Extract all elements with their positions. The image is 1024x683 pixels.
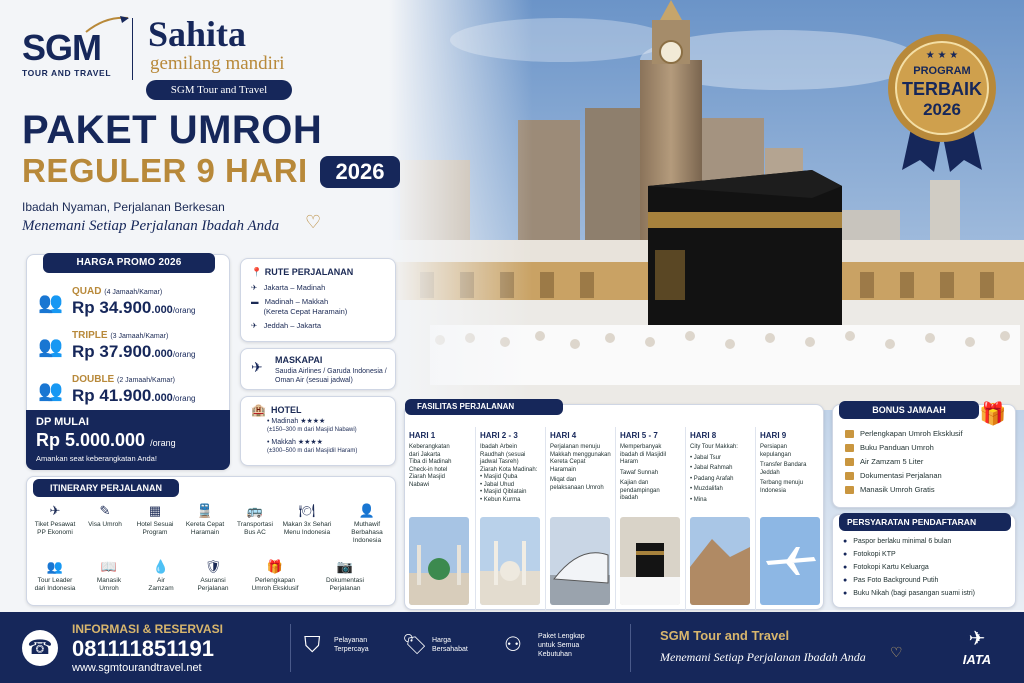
hotel-card bbox=[240, 396, 396, 466]
day-col-5 bbox=[685, 427, 755, 617]
bonus-card bbox=[832, 401, 1016, 508]
itin-label: Muthawif Berbahasa Indonesia bbox=[351, 521, 383, 544]
price-name: QUAD (4 Jamaah/Kamar) bbox=[72, 286, 163, 297]
syarat-list bbox=[843, 535, 975, 600]
itin-kit bbox=[247, 559, 303, 593]
itin-docs bbox=[317, 559, 373, 593]
plane-icon: ✈ bbox=[251, 321, 258, 330]
check-icon: ● bbox=[843, 551, 848, 558]
hero-subtitle: REGULER 9 HARI bbox=[22, 152, 308, 189]
heart-icon: ♡ bbox=[890, 644, 903, 660]
plane-icon: ✈ bbox=[251, 359, 263, 375]
rute-list bbox=[251, 283, 347, 331]
footer-script: Menemani Setiap Perjalanan Ibadah Anda bbox=[660, 650, 866, 664]
itin-label: Perlengkapan Umroh Eksklusif bbox=[251, 577, 299, 592]
globe-icon: ✈ bbox=[968, 628, 986, 650]
itinerary-title: ITINERARY PERJALANAN bbox=[33, 479, 179, 497]
price-row-quad bbox=[38, 286, 218, 326]
dp-box bbox=[26, 410, 230, 470]
maskapai-text: Saudia Airlines / Garuda Indonesia / Oman Air (sesuai jadwal) bbox=[275, 368, 387, 384]
rute-title: 📍 RUTE PERJALANAN bbox=[251, 267, 354, 277]
hotel-madinah-distance: (±150–300 m dari Masjid Nabawi) bbox=[267, 427, 357, 433]
bonus-item: Buku Panduan Umroh bbox=[845, 441, 963, 455]
people-icon: 👥 bbox=[38, 292, 63, 314]
itin-label: Manasik Umroh bbox=[96, 577, 122, 592]
bus-icon: ▬ bbox=[251, 297, 259, 306]
bonus-item: Dokumentasi Perjalanan bbox=[845, 469, 963, 483]
fasilitas-card bbox=[404, 404, 824, 610]
itin-visa bbox=[77, 503, 133, 529]
maskapai-title: MASKAPAI bbox=[275, 355, 323, 365]
itin-label: Tiket Pesawat PP Ekonomi bbox=[34, 521, 76, 536]
kaaba-small-photo bbox=[620, 517, 680, 605]
plane-icon: ✈ bbox=[251, 283, 258, 292]
hotel-text bbox=[267, 417, 357, 456]
hotel-madinah: • Madinah ★★★★ bbox=[267, 418, 326, 425]
phone-icon: ☎ bbox=[22, 630, 58, 666]
stars-icon: ★ ★ ★ bbox=[925, 50, 959, 61]
itin-label: Makan 3x Sehari Menu Indonesia bbox=[282, 521, 332, 536]
syarat-item: ● Buku Nikah (bagi pasangan suami istri) bbox=[843, 587, 975, 600]
plane-icon bbox=[82, 14, 130, 36]
gift-icon: 🎁 bbox=[266, 559, 284, 574]
price-value: Rp 37.900.000/orang bbox=[72, 342, 196, 361]
day-heading: HARI 2 - 3 bbox=[480, 431, 518, 440]
camera-icon: 📷 bbox=[336, 559, 354, 574]
itin-label: Visa Umroh bbox=[88, 521, 122, 528]
syarat-card bbox=[832, 514, 1016, 608]
dp-title: DP MULAI bbox=[36, 416, 89, 428]
people-icon: 👥 bbox=[38, 336, 63, 358]
day-text: Keberangkatan dari Jakarta Tiba di Madinah Check-in hotel Ziarah Masjid Nabawi bbox=[409, 444, 452, 488]
day-text: Memperbanyak ibadah di Masjidil Haram Tawaf Sunnah Kajian dan pendampingan ibadah bbox=[620, 444, 667, 501]
fasilitas-title: FASILITAS PERJALANAN bbox=[405, 399, 563, 415]
gift-icon bbox=[845, 444, 854, 452]
brand-badge: SGM Tour and Travel bbox=[146, 80, 292, 100]
badge-line1: PROGRAM bbox=[913, 65, 971, 77]
hero-script: Menemani Setiap Perjalanan Ibadah Anda bbox=[22, 218, 280, 234]
shield-icon: ⛉ bbox=[304, 632, 321, 657]
itin-manasik bbox=[81, 559, 137, 593]
itin-label: Asuransi Perjalanan bbox=[197, 577, 229, 592]
logo-divider bbox=[132, 18, 133, 80]
gift-icon bbox=[845, 430, 854, 438]
brand-name-2: gemilang mandiri bbox=[150, 53, 285, 74]
price-row-triple bbox=[38, 330, 218, 370]
mountain-photo bbox=[690, 517, 750, 605]
bonus-item: Perlengkapan Umroh Eksklusif bbox=[845, 427, 963, 441]
plane-icon: ✈ bbox=[49, 503, 61, 518]
dp-note: Amankan seat keberangkatan Anda! bbox=[36, 454, 157, 463]
check-icon: ● bbox=[843, 538, 848, 545]
itin-zamzam bbox=[133, 559, 189, 593]
bonus-item: Manasik Umroh Gratis bbox=[845, 483, 963, 497]
footer-feature-2: Harga Bersahabat bbox=[432, 637, 468, 653]
rute-item-2: ▬ Madinah – Makkah (Kereta Cepat Haramain) bbox=[251, 297, 348, 316]
building-icon: ▦ bbox=[148, 503, 162, 518]
brand-name: Sahita bbox=[148, 14, 247, 54]
price-row-double bbox=[38, 374, 218, 414]
hero-year: 2026 bbox=[320, 156, 400, 188]
itin-train bbox=[177, 503, 233, 537]
hotel-makkah: • Makkah ★★★★ bbox=[267, 439, 323, 446]
price-value: Rp 41.900.000/orang bbox=[72, 386, 196, 405]
day-text: Persiapan kepulangan Transfer Bandara Jeddah Terbang menuju Indonesia bbox=[760, 444, 807, 494]
day-text: Ibadah Arbein Raudhah (sesuai jadwal Tasreh) Ziarah Kota Madinah: • Masjid Quba • Jabal Uhud • Masjid Qiblatain • Kebun Kurma bbox=[480, 444, 538, 503]
price-name: TRIPLE (3 Jamaah/Kamar) bbox=[72, 330, 169, 341]
itin-meal bbox=[279, 503, 335, 537]
day-col-4 bbox=[615, 427, 685, 617]
itin-label: Hotel Sesuai Program bbox=[136, 521, 174, 536]
person-icon: 👤 bbox=[358, 503, 376, 518]
hotel-icon: 🏨 bbox=[251, 403, 266, 417]
day-heading: HARI 1 bbox=[409, 431, 436, 440]
logo-subtitle: TOUR AND TRAVEL bbox=[22, 68, 112, 78]
bonus-item: Air Zamzam 5 Liter bbox=[845, 455, 963, 469]
shield-icon: 🛡 bbox=[204, 559, 222, 574]
day-heading: HARI 4 bbox=[550, 431, 577, 440]
syarat-item: ● Pas Foto Background Putih bbox=[843, 574, 975, 587]
itin-leader bbox=[27, 559, 83, 593]
train-icon: 🚆 bbox=[196, 503, 214, 518]
footer-divider bbox=[630, 624, 631, 672]
itin-label: Transportasi Bus AC bbox=[237, 521, 273, 536]
price-name: DOUBLE (2 Jamaah/Kamar) bbox=[72, 374, 175, 385]
rute-card bbox=[240, 258, 396, 342]
footer-iata: IATA bbox=[962, 652, 992, 667]
hero-tagline: Ibadah Nyaman, Perjalanan Berkesan bbox=[22, 200, 225, 214]
footer-phone[interactable]: 081111851191 bbox=[72, 636, 214, 661]
dp-price: Rp 5.000.000 /orang bbox=[36, 430, 176, 450]
footer-feature-1: Pelayanan Terpercaya bbox=[334, 637, 369, 653]
day-heading: HARI 9 bbox=[760, 431, 787, 440]
day-heading: HARI 8 bbox=[690, 431, 717, 440]
heart-icon: ♡ bbox=[305, 212, 322, 232]
tag-icon: 🏷 bbox=[402, 634, 428, 656]
footer-info-title: INFORMASI & RESERVASI bbox=[72, 622, 223, 636]
itin-label: Tour Leader dari Indonesia bbox=[34, 577, 76, 592]
itin-label: Air Zamzam bbox=[148, 577, 174, 592]
badge-line2: TERBAIK bbox=[902, 79, 982, 99]
hotel-makkah-distance: (±300–500 m dari Masjidil Haram) bbox=[267, 448, 358, 454]
maskapai-card bbox=[240, 348, 396, 390]
price-value: Rp 34.900.000/orang bbox=[72, 298, 196, 317]
check-icon: ● bbox=[843, 564, 848, 571]
day-heading: HARI 5 - 7 bbox=[620, 431, 658, 440]
footer-web[interactable]: www.sgmtourandtravel.net bbox=[72, 662, 202, 674]
day-text: City Tour Makkah: • Jabal Tsur • Jabal Rahmah • Padang Arafah • Muzdalifah • Mina bbox=[690, 444, 738, 503]
meal-icon: 🍽 bbox=[298, 503, 316, 518]
bus-icon: 🚌 bbox=[246, 503, 264, 518]
people-icon: 👥 bbox=[38, 380, 63, 402]
train-photo bbox=[550, 517, 610, 605]
footer-divider bbox=[290, 624, 291, 672]
syarat-item: ● Fotokopi Kartu Keluarga bbox=[843, 561, 975, 574]
water-icon: 💧 bbox=[152, 559, 170, 574]
check-icon: ● bbox=[843, 577, 848, 584]
syarat-item: ● Paspor berlaku minimal 6 bulan bbox=[843, 535, 975, 548]
itin-guide bbox=[339, 503, 395, 545]
itin-label: Kereta Cepat Haramain bbox=[185, 521, 225, 536]
group-icon: ⚇ bbox=[504, 634, 522, 656]
gift-icon bbox=[845, 472, 854, 480]
hotel-title: HOTEL bbox=[271, 405, 302, 415]
day-text: Perjalanan menuju Makkah menggunakan Kereta Cepat Haramain Miqat dan pelaksanaan Umroh bbox=[550, 444, 611, 491]
hero-title: PAKET UMROH bbox=[22, 108, 323, 152]
day-col-3 bbox=[545, 427, 615, 617]
sgm-logo bbox=[22, 14, 122, 84]
gift-icon bbox=[845, 486, 854, 494]
rute-item-3: ✈ Jeddah – Jakarta bbox=[251, 321, 322, 330]
syarat-item: ● Fotokopi KTP bbox=[843, 548, 975, 561]
footer-feature-3: Paket Lengkap untuk Semua Kebutuhan bbox=[538, 633, 585, 658]
bonus-list bbox=[845, 427, 963, 497]
itin-insurance bbox=[185, 559, 241, 593]
syarat-title: PERSYARATAN PENDAFTARAN bbox=[839, 513, 1011, 531]
group-icon: 👥 bbox=[46, 559, 64, 574]
logo-text: SGM bbox=[22, 27, 102, 68]
day-col-1 bbox=[405, 427, 475, 617]
itin-ticket bbox=[27, 503, 83, 537]
footer bbox=[0, 612, 1024, 683]
gift-icon: 🎁 bbox=[979, 401, 1007, 426]
footer-brand: SGM Tour and Travel bbox=[660, 628, 790, 643]
book-icon: 📖 bbox=[100, 559, 118, 574]
program-badge bbox=[886, 32, 998, 172]
gift-icon bbox=[845, 458, 854, 466]
itinerary-card bbox=[26, 476, 396, 606]
badge-line3: 2026 bbox=[923, 100, 961, 119]
pen-icon: ✎ bbox=[99, 503, 111, 518]
itin-bus bbox=[227, 503, 283, 537]
check-icon: ● bbox=[843, 590, 848, 597]
pin-icon: 📍 bbox=[251, 267, 263, 277]
mosque-photo bbox=[480, 517, 540, 605]
day-col-6 bbox=[755, 427, 825, 617]
harga-title: HARGA PROMO 2026 bbox=[43, 253, 215, 273]
bonus-title: BONUS JAMAAH bbox=[839, 401, 979, 419]
rute-item-1: ✈ Jakarta – Madinah bbox=[251, 283, 326, 292]
itin-label: Dokumentasi Perjalanan bbox=[326, 577, 364, 592]
airplane-photo bbox=[760, 517, 820, 605]
madinah-photo bbox=[409, 517, 469, 605]
day-col-2 bbox=[475, 427, 545, 617]
itin-hotel bbox=[127, 503, 183, 537]
